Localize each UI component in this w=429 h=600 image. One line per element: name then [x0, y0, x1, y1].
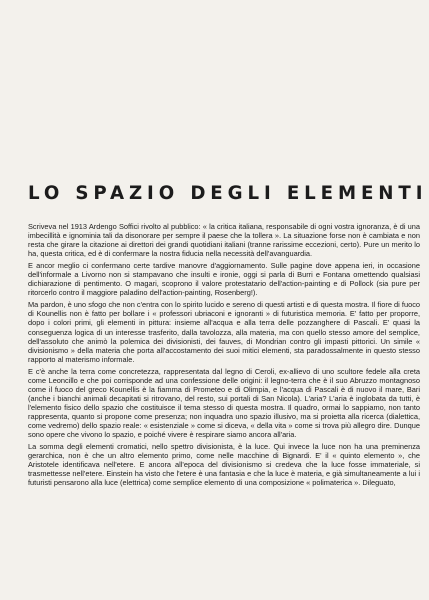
paragraph: Scriveva nel 1913 Ardengo Soffici rivolto al pubblico: « la critica italiana, responsabile di ogni vostra ignoranza, è di una imbecillità e ignominia tali da disonorare per sempre il paese che la tollera ». La situazione forse non è cambiata e non resta che girare la citazione ai direttori dei grandi quotidiani italiani (tranne rarissime eccezioni, certo). Pure un merito lo ha, questa critica, ed è di confermare la nostra fiducia nella necessità dell'avanguardia.	[28, 222, 420, 259]
article-body	[28, 222, 420, 490]
paragraph: E ancor meglio ci confermano certe tardive manovre d'aggiornamento. Sulle pagine dove appena ieri, in occasione dell'informale a Livorno non si stampavano che insulti e ironie, oggi si parla di Burri e Fontana omettendo qualsiasi dichiarazione di pentimento. O magari, scoprono il valore protestatario dell'action-painting e di Pollock (sia pure per ritorcerlo contro il maggiore paladino dell'action-painting, Rosenberg!).	[28, 261, 420, 298]
article-title: LO SPAZIO DEGLI ELEMENTI	[28, 183, 428, 204]
paragraph: La somma degli elementi cromatici, nello spettro divisionista, è la luce. Qui invece la luce non ha una preminenza gerarchica, non è che un altro elemento primo, come nelle macchine di Bignardi. E' il « quinto elemento », che Aristotele identificava nell'etere. E ancora all'epoca del divisionismo si credeva che la luce fosse immateriale, si trasmettesse nell'etere. Einstein ha visto che l'etere è una fantasia e che la luce è materia, e già simultaneamente a lui i futuristi pensarono alla luce (elettrica) come semplice elemento di una composizione « polimaterica ». Dileguato,	[28, 442, 420, 488]
paragraph: E c'è anche la terra come concretezza, rappresentata dal legno di Ceroli, ex-allievo di uno scultore fedele alla creta come Leoncillo e che poi corrisponde ad una confessione delle origini: il legno-terra che è il suo Abruzzo montagnoso come il fuoco del greco Kounellis è la fiamma di Prometeo e di Olimpia, e l'acqua di Pascali è di nuovo il mare, Bari (anche i bianchi animali decapitati si ritrovano, del resto, sui portali di San Nicola). L'aria? L'aria è inglobata da tutti, è l'elemento fisico dello spazio che costituisce il tema stesso di questa mostra. Il quadro, ormai lo sappiamo, non tanto rappresenta, quanto si propone come presenza; non inquadra uno spazio illusivo, ma si proietta alla ricerca (dialettica, come vedremo) dello spazio reale: « esistenziale » come si diceva, « della vita » come si trova più allegro dire. Dunque sono opere che vivono lo spazio, e poiché vivere è respirare siamo ancora all'aria.	[28, 366, 420, 440]
paragraph: Ma pardon, è uno sfogo che non c'entra con lo spirito lucido e sereno di questi artisti e di questa mostra. Il fiore di fuoco di Kounellis non è fatto per bollare i « professori ubriaconi e ignoranti » di futuristica memoria. E' fatto per proporre, dopo i colori primi, gli elementi in pittura: insieme all'acqua e alla terra delle pozzanghere di Pascali. E' quasi la conseguenza logica di un interesse trasferito, dalla tavolozza, alla materia, ma con quello stesso amore del semplice, dell'assoluto che animò la polemica dei divisionisti, dei fauves, di Mondrian contro gli impasti pittorici. Un simile « divisionismo » della materia che porta all'accostamento dei suoi mitici elementi, sta paradossalmente in questo stesso rapporto al materismo informale.	[28, 300, 420, 364]
